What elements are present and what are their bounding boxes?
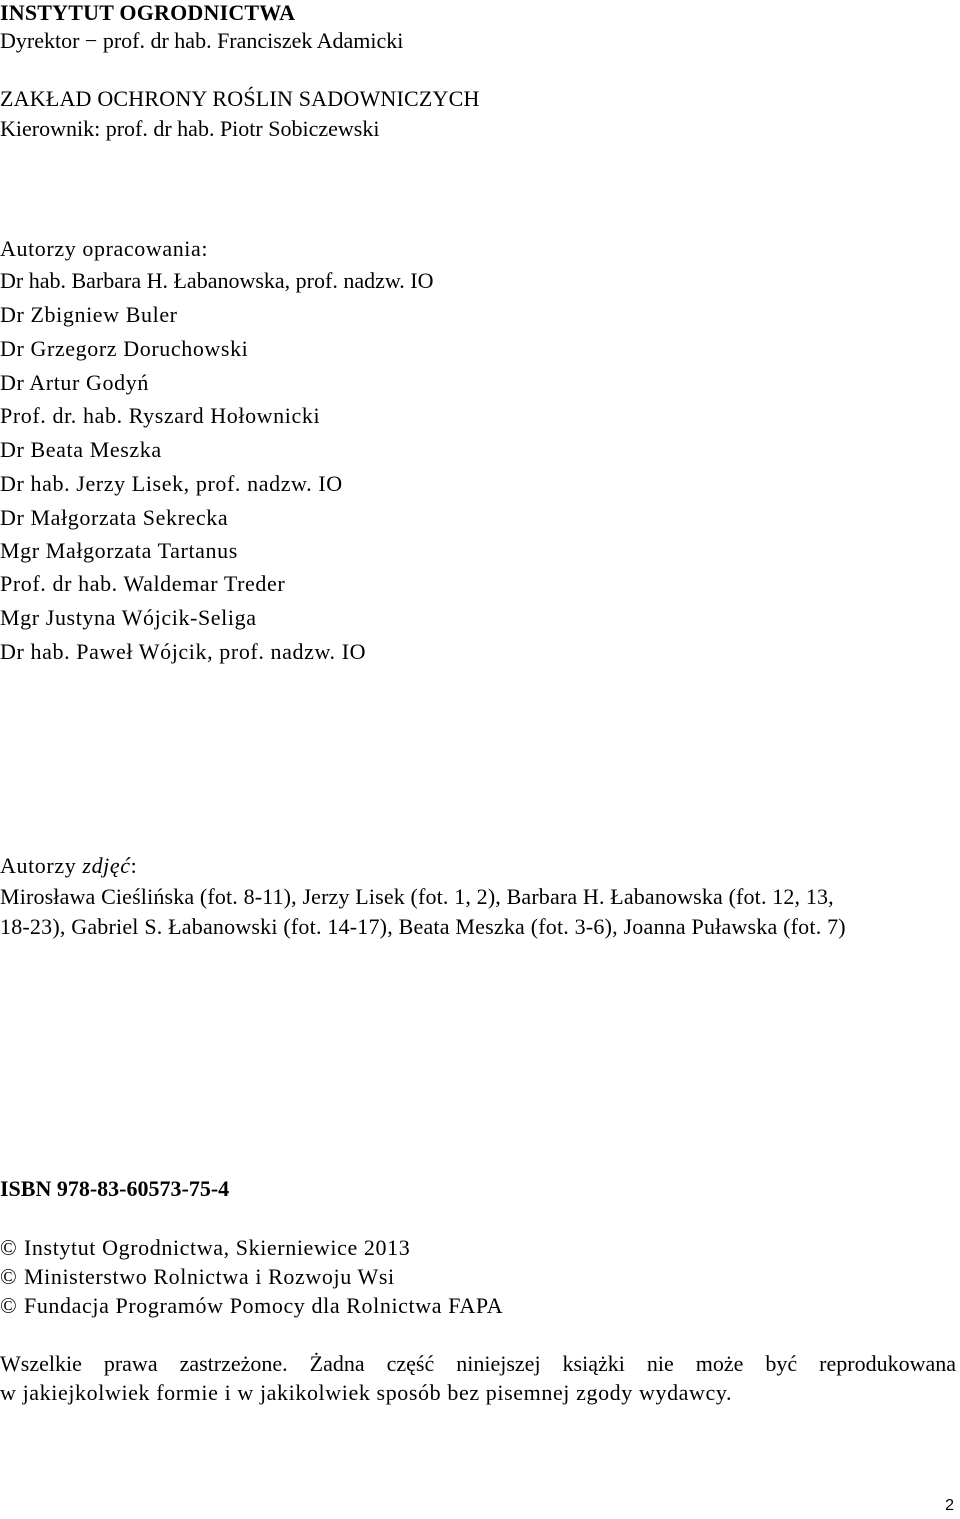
- authors-heading: Autorzy opracowania:: [0, 236, 209, 261]
- institute-director: Dyrektor − prof. dr hab. Franciszek Adamicki: [0, 28, 404, 53]
- author-item: Dr hab. Barbara H. Łabanowska, prof. nadzw. IO: [0, 268, 434, 293]
- photos-heading: [0, 853, 137, 879]
- author-item: Prof. dr hab. Waldemar Treder: [0, 571, 286, 596]
- copyright-item: [0, 1264, 395, 1290]
- author-item: Dr hab. Jerzy Lisek, prof. nadzw. IO: [0, 471, 343, 496]
- author-item: Prof. dr. hab. Ryszard Hołownicki: [0, 403, 321, 428]
- rights-notice-line: Wszelkie prawa zastrzeżone. Żadna część niniejszej książki nie może być reprodukowana: [0, 1351, 956, 1376]
- author-item: Dr Małgorzata Sekrecka: [0, 505, 229, 530]
- photo-credits-line: 18-23), Gabriel S. Łabanowski (fot. 14-17), Beata Meszka (fot. 3-6), Joanna Puławska (fot. 7): [0, 914, 846, 939]
- copyright-item: [0, 1293, 503, 1319]
- copyright-holder: Ministerstwo Rolnictwa i Rozwoju Wsi: [24, 1264, 395, 1289]
- isbn: ISBN 978-83-60573-75-4: [0, 1176, 230, 1201]
- author-item: Dr Grzegorz Doruchowski: [0, 336, 249, 361]
- department-name: ZAKŁAD OCHRONY ROŚLIN SADOWNICZYCH: [0, 86, 480, 111]
- author-item: Mgr Justyna Wójcik-Seliga: [0, 605, 257, 630]
- copyright-item: [0, 1235, 410, 1261]
- department-head: Kierownik: prof. dr hab. Piotr Sobiczewski: [0, 116, 380, 141]
- page-number: 2: [945, 1497, 954, 1514]
- author-item: Dr Beata Meszka: [0, 437, 162, 462]
- copyright-holder: Fundacja Programów Pomocy dla Rolnictwa FAPA: [24, 1293, 504, 1318]
- photo-credits-line: Mirosława Cieślińska (fot. 8-11), Jerzy Lisek (fot. 1, 2), Barbara H. Łabanowska (fot. 12, 13,: [0, 884, 834, 909]
- institute-name: INSTYTUT OGRODNICTWA: [0, 0, 296, 25]
- copyright-icon: ©: [0, 1264, 18, 1289]
- copyright-icon: ©: [0, 1235, 18, 1260]
- author-item: Dr Zbigniew Buler: [0, 302, 178, 327]
- photos-heading-label: Autorzy: [0, 853, 83, 878]
- rights-notice-line: w jakiejkolwiek formie i w jakikolwiek sposób bez pisemnej zgody wydawcy.: [0, 1380, 733, 1405]
- photos-heading-italic: zdjęć: [82, 853, 131, 878]
- copyright-icon: ©: [0, 1293, 18, 1318]
- author-item: Mgr Małgorzata Tartanus: [0, 538, 238, 563]
- copyright-holder: Instytut Ogrodnictwa, Skierniewice 2013: [24, 1235, 411, 1260]
- author-item: Dr hab. Paweł Wójcik, prof. nadzw. IO: [0, 639, 367, 664]
- author-item: Dr Artur Godyń: [0, 370, 149, 395]
- photos-heading-colon: :: [130, 853, 138, 878]
